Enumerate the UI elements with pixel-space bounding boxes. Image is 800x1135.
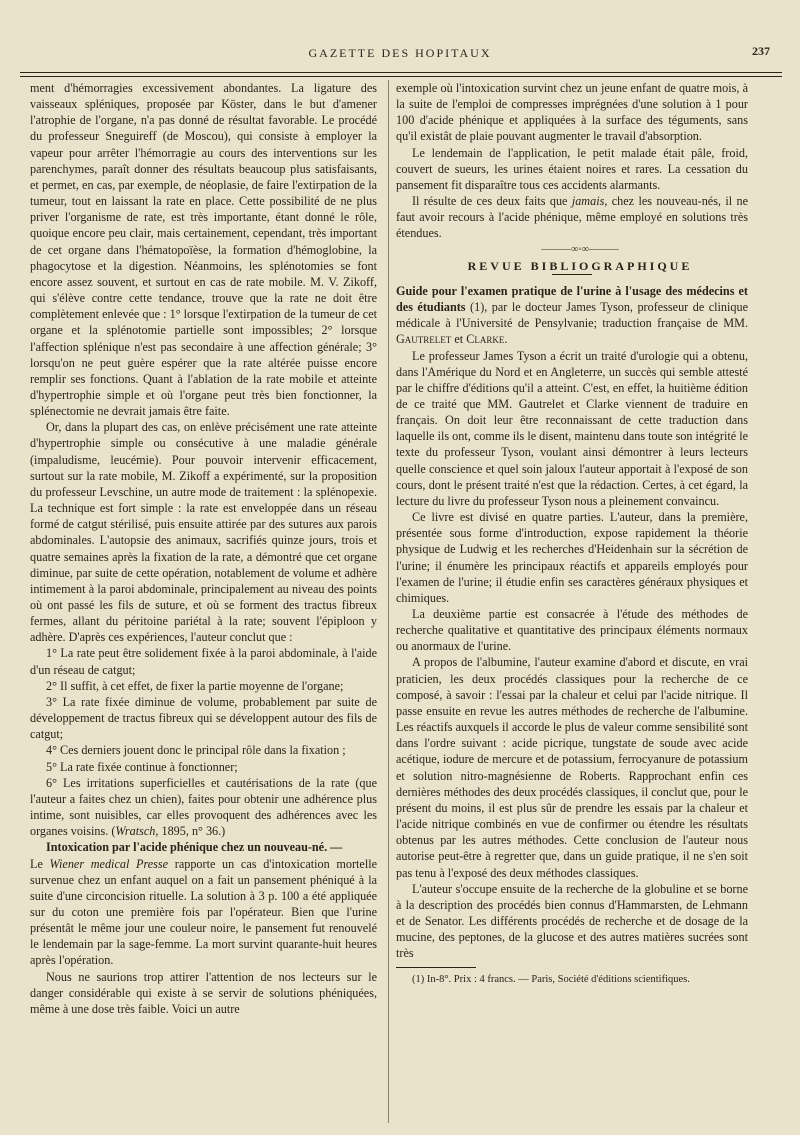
heading-rule [552, 274, 592, 275]
conclusion-item [30, 775, 377, 840]
conclusion-item: 5° La rate fixée continue à fonctionner; [46, 759, 238, 774]
paragraph: Or, dans la plupart des cas, on enlève précisément une rate atteinte d'hypertrophie simple ou consécutive à une maladie générale (impaludisme, leucémie). Pour pouvoir intervenir efficacement, surtout sur la rate mobile, M. Zikoff a expérimenté, sur la proposition du professeur Levschine, un autre mode de traitement : la splénopexie. La technique est fort simple : la rate est enveloppée dans un réseau formé de catgut stérilisé, puis ensuite attirée par des sutures aux parois abdominales. L'autopsie des animaux, sacrifiés quinze jours, trois et quatre semaines après la fixation de la rate, a démontré que cet organe diminue, par suite de cette opération, notablement de volume et adhère intimement à la paroi abdominale, principalement au niveau des points où ont passé les fils de suture, et où se forment des tractus fibreux fermes, allant du péritoine pariétal à la rate; souvent l'épiploon y adhère. D'après ces expériences, l'auteur conclut que : [30, 420, 377, 645]
paragraph: L'auteur s'occupe ensuite de la recherche de la globuline et se borne à la description des procédés bien connus d'Hammarsten, de Lehmann et de Senator. Les différents procédés de recherche et de dosage de la mucine, des peptones, de la glucose et des autres matières sucrées sont très [396, 881, 748, 961]
paragraph-start: Le [30, 856, 50, 871]
page-number: 237 [752, 44, 770, 58]
conclusion-item: 2° Il suffit, à cet effet, de fixer la partie moyenne de l'organe; [46, 678, 344, 693]
citation-details: , 1895, n° 36.) [155, 824, 226, 839]
paragraph: exemple où l'intoxication survint chez un jeune enfant de quatre mois, à la suite de l'emploi de compresses imprégnées d'une solution à 1 pour 100 d'acide phénique et appliquées à la surface des téguments, sans qu'il existât de plaie pouvant augmenter le travail d'absorption. [396, 81, 748, 144]
paragraph-rest: rapporte un cas d'intoxication mortelle survenue chez un enfant auquel on a fait un pansement phéniqué à la suite d'une circoncision rituelle. La solution à 3 p. 100 a été appliquée sur du coton une première fois par l'opérateur. Bien que l'urine présentât le même jour une couleur noire, le pansement fut renouvelé le lendemain par la sage-femme. La mort survint quarante-huit heures après l'opération. [30, 856, 377, 968]
conclusion-item: 1° La rate peut être solidement fixée à la paroi abdominale, à l'aide d'un réseau de catgut; [30, 646, 377, 677]
conjunction: et [451, 332, 467, 347]
conclusion-item: 3° La rate fixée diminue de volume, probablement par suite de développement de tractus fibreux qui se développent autour des fils de catgut; [30, 694, 377, 742]
footnote-rule [396, 967, 476, 968]
book-details: (1), par le docteur James Tyson, professeur de clinique médicale à l'Université de Pensylvanie; traduction française de MM. [396, 300, 748, 331]
paragraph [396, 193, 748, 241]
article-title: Intoxication par l'acide phénique chez un nouveau-né. — [46, 840, 343, 855]
running-head [0, 44, 800, 64]
header-rule-top [20, 72, 782, 73]
paragraph-start: Il résulte de ces deux faits que [412, 194, 572, 209]
paragraph: Le lendemain de l'application, le petit malade était pâle, froid, couvert de sueurs, les urines étaient noires et rares. La cessation du pansement fit disparaître tous ces accidents alarmants. [396, 145, 748, 192]
right-column [396, 80, 748, 989]
book-entry [396, 283, 748, 348]
emphasis: jamais [571, 194, 605, 209]
conclusion-item: 4° Ces derniers jouent donc le principal rôle dans la fixation ; [46, 743, 346, 758]
section-ornament: ———∞◦∞——— [541, 243, 619, 255]
column-divider [388, 80, 389, 1123]
translator-name: Clarke [466, 332, 505, 347]
source-citation: Wiener medical Presse [49, 856, 169, 871]
translator-name: Gautrelet [396, 332, 452, 347]
header-rule-bottom [20, 76, 782, 77]
paragraph: A propos de l'albumine, l'auteur examine d'abord et discute, en vrai praticien, les deux procédés classiques pour la recherche de ce composé, à savoir : l'essai par la chaleur et celui par l'acide nitrique. Il passe ensuite en revue les autres méthodes de recherche de l'albumine. Les réactifs auxquels il accorde le plus de valeur comme sensibilité sont dans l'ordre suivant : acide picrique, tungstate de soude avec acide acétique, iodure de mercure et de potassium, ferrocyanure de potassium et solution nitro-magnésienne de Roberts. Rapprochant enfin ces dernières méthodes des deux procédés classiques, il conclut que, pour le présent du moins, il est plus sûr de prendre les essais par la chaleur et l'acide nitrique combinés en vue de confirmer ou étendre les résultats obtenus par les autres méthodes. Cette conclusion de l'auteur nous autorise peut-être à regretter que, dans un guide pratique, il ne s'en soit pas tenu à l'exposé des deux méthodes classiques. [396, 655, 748, 880]
paragraph: ment d'hémorragies excessivement abondantes. La ligature des vaisseaux spléniques, proposée par Köster, dans le but d'amener l'atrophie de l'organe, n'a pas donné de résultat favorable. Le procédé du professeur Sneguireff (de Moscou), qui consiste à employer la vapeur pour arrêter l'hémorragie au cours des interventions sur les parenchymes, paraît donner des résultats beaucoup plus satisfaisants, et permet, en cas, par exemple, de néoplasie, de faire l'extirpation de la tumeur, tout en laissant la rate en place. Cette possibilité de ne plus priver l'organisme de rate, est très importante, étant donné le rôle, quoique encore peu clair, mais certainement, cependant, très important de cet organe dans l'hématopoïèse, la formation d'hémoglobine, la phagocytose et la digestion. Néanmoins, les splénotomies se font encore assez souvent, et surtout en cas de rate mobile. M. V. Zikoff, qui s'élève contre cette tendance, trouve que la rate ne doit être complètement enlevée que : 1° lorsque l'extirpation de la tumeur de cet organe et la splénotomie partielle sont impossibles; 2° lorsque l'affection splénique n'est pas secondaire à une affection générale; 3° lorsqu'on ne peut guère espérer que la rate altérée puisse encore remplir ses fonctions. Quant à l'ablation de la rate mobile et atteinte d'hypertrophie simple et où l'organe peut très bien fonctionner, la splénectomie ne devrait jamais être faite. [30, 81, 377, 419]
paragraph: La deuxième partie est consacrée à l'étude des méthodes de recherche qualitative et quantitative des principaux éléments normaux ou anormaux de l'urine. [396, 607, 748, 654]
paragraph-end: , chez les nouveau-nés, il ne faut avoir recours à l'acide phénique, même employé en solutions très étendues. [396, 194, 748, 241]
paragraph: Ce livre est divisé en quatre parties. L'auteur, dans la première, présentée sous forme d'introduction, expose rapidement la théorie physique de Ludwig et les recherches d'Heidenhain sur la sécrétion de l'urine; il énumère les principaux réactifs et appareils employés pour l'examen de l'urine; il étudie enfin ses caractères généraux physiques et chimiques. [396, 510, 748, 605]
paragraph: Le professeur James Tyson a écrit un traité d'urologie qui a obtenu, dans l'Amérique du Nord et en Angleterre, un succès qui semble attesté par le chiffre d'éditions qu'il a atteint. C'est, en effet, la huitième édition de ce traité que MM. Gautrelet et Clarke viennent de traduire en français. On doit leur être reconnaissant de cette traduction dans laquelle ils ont, comme ils le disent, maintenu dans toute son intégrité le texte du professeur Tyson, voulant ainsi démontrer à leurs lecteurs quelle conscience et quel soin jaloux l'auteur apportait à l'exposé de son cours, dont le présent traité n'est que la rédaction. Certes, à cet égard, la lecture du livre du professeur Tyson nous a pleinement convaincu. [396, 348, 749, 508]
book-title: Guide pour l'examen pratique de l'urine à l'usage des médecins et des étudiants [396, 283, 748, 315]
section-heading: REVUE BIBLIOGRAPHIQUE [467, 258, 693, 273]
left-column [30, 80, 377, 1017]
paragraph [30, 856, 377, 969]
punctuation: . [504, 332, 508, 347]
footnote: (1) In-8°. Prix : 4 francs. — Paris, Société d'éditions scientifiques. [412, 974, 690, 986]
paragraph: Nous ne saurions trop attirer l'attention de nos lecteurs sur le danger considérable qui existe à se servir de solutions phéniquées, même à une dose très faible. Voici un autre [30, 969, 377, 1016]
conclusion-text: 6° Les irritations superficielles et cautérisations de la rate (que l'auteur a faites chez un chien), faites pour obtenir une adhérence plus intime, sont nuisibles, car elles provoquent des adhérences avec les organes voisins. ( [30, 775, 377, 839]
source-citation: Wratsch [115, 824, 156, 839]
journal-title: GAZETTE DES HOPITAUX [308, 46, 492, 60]
